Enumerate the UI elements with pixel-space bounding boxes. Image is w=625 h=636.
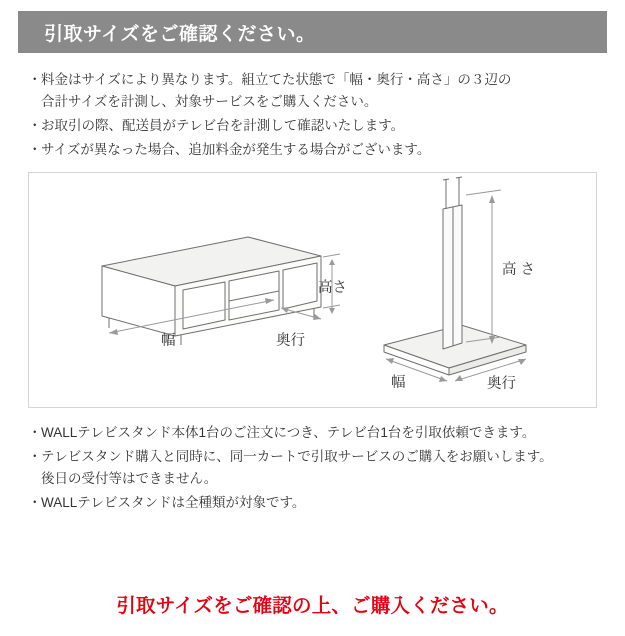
list-item-text xyxy=(41,492,597,514)
bullet-dot: ・ xyxy=(28,449,42,465)
list-item xyxy=(28,139,597,161)
list-item-line2: 後日の受付等はできません。 xyxy=(41,471,218,487)
list-item xyxy=(28,422,597,444)
list-item-line2: 合計サイズを計測し、対象サービスをご購入ください。 xyxy=(41,93,378,109)
list-item-line1: 料金はサイズにより異なります。組立てた状態で「幅・奥行・高さ」の３辺の xyxy=(41,72,512,87)
list-item-text xyxy=(41,422,597,444)
bullet-dot: ・ xyxy=(28,495,42,511)
list-item xyxy=(28,492,597,514)
list-item-text xyxy=(41,446,597,490)
label-right-depth: 奥行 xyxy=(487,376,516,393)
list-item-line1: テレビスタンド購入と同時に、同一カートで引取サービスのご購入をお願いします。 xyxy=(41,449,553,465)
list-item xyxy=(28,115,597,137)
list-item-text xyxy=(41,69,597,113)
label-left-height: 高さ xyxy=(318,280,347,297)
page-title: 引取サイズをご確認ください。 xyxy=(44,23,316,45)
notes-top-list xyxy=(18,69,607,160)
bullet-dot: ・ xyxy=(28,425,42,441)
label-right-width: 幅 xyxy=(391,375,406,392)
bullet-dot: ・ xyxy=(28,72,42,87)
list-item xyxy=(28,69,597,113)
header-bar xyxy=(18,11,607,53)
label-left-width: 幅 xyxy=(161,333,176,350)
list-item-text xyxy=(41,115,597,137)
label-right-height: 高 さ xyxy=(502,262,536,279)
list-item xyxy=(28,446,597,490)
footer-notice: 引取サイズをご確認の上、ご購入ください。 xyxy=(116,595,509,617)
notes-bottom-list xyxy=(18,422,607,513)
bullet-dot: ・ xyxy=(28,141,42,157)
label-left-depth: 奥行 xyxy=(276,333,305,350)
size-diagram xyxy=(28,172,597,408)
list-item-line1: お取引の際、配送員がテレビ台を計測して確認いたします。 xyxy=(41,117,405,133)
list-item-line1: WALLテレビスタンド本体1台のご注文につき、テレビ台1台を引取依頼できます。 xyxy=(41,425,536,441)
bullet-dot: ・ xyxy=(28,117,42,133)
list-item-line1: WALLテレビスタンドは全種類が対象です。 xyxy=(41,495,306,511)
list-item-text xyxy=(41,139,597,161)
list-item-line1: サイズが異なった場合、追加料金が発生する場合がございます。 xyxy=(41,141,431,157)
page-root xyxy=(0,11,625,636)
